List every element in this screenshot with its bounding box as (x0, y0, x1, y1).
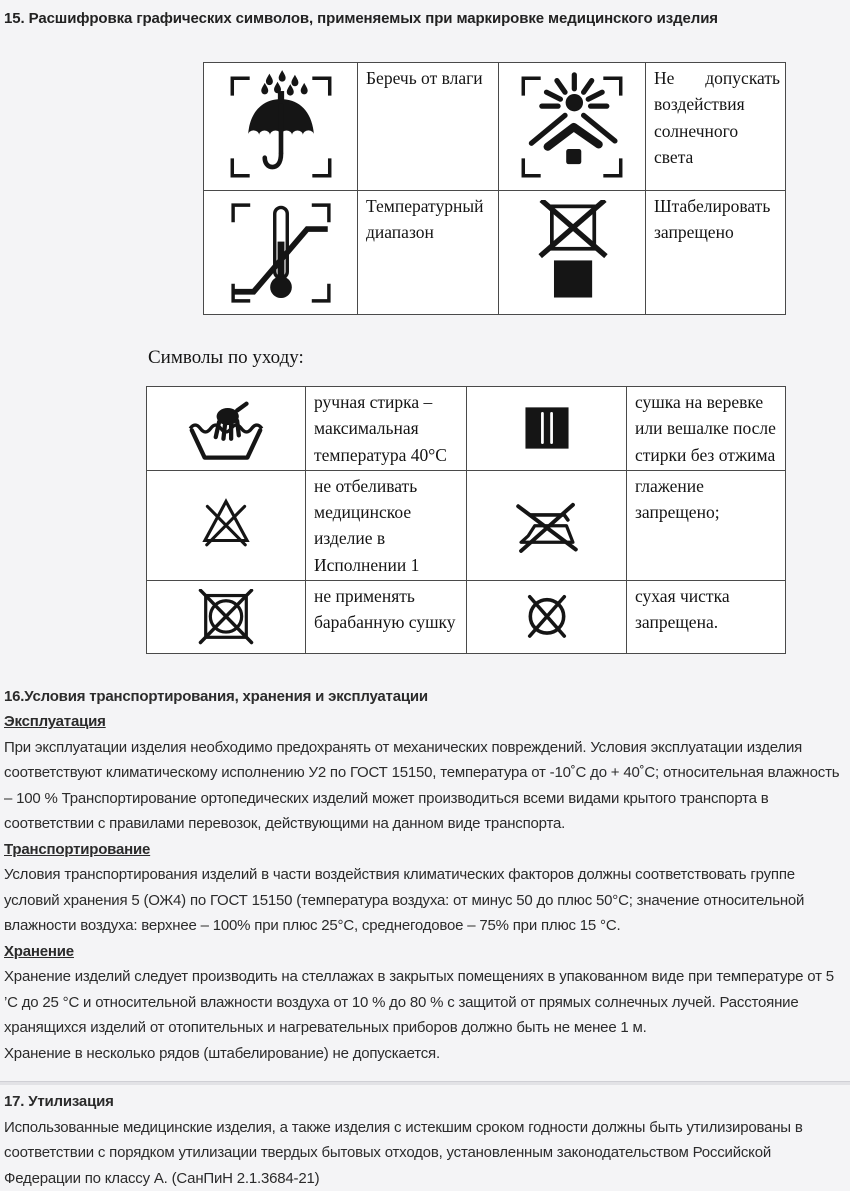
do-not-bleach-icon (195, 494, 257, 556)
symbol-cell (467, 387, 627, 471)
symbol-description: сушка на веревке или вешалке после стирки без отжима (627, 387, 786, 471)
page-bottom-divider (0, 1081, 850, 1085)
symbol-description: Не допускать воздействия солнечного света (646, 63, 786, 191)
symbol-description: не применять барабанную сушку (306, 580, 467, 653)
do-not-dry-clean-icon (517, 589, 577, 645)
exploitation-text: При эксплуатации изделия необходимо предохранять от механических повреждений. Условия эксплуатации изделия соответствуют климатическому исполнению У2 по ГОСТ 15150, температура от -10˚С до + 40˚С; относительная влажность – 100 % Транспортирование ортопедических изделий может производиться всеми видами крытого транспорта в соответствии с правилами перевозок, действующими на данном виде транспорта. (4, 738, 840, 833)
symbol-description: Штабелировать запрещено (646, 191, 786, 315)
exploitation-heading: Эксплуатация (4, 713, 106, 731)
marking-symbols-table (203, 62, 786, 315)
symbol-cell (147, 387, 306, 471)
care-symbols-caption: Символы по уходу: (148, 347, 304, 368)
keep-dry-icon (223, 69, 339, 185)
do-not-tumble-dry-icon (197, 589, 255, 645)
table-row (147, 580, 786, 653)
symbol-description: глажение запрещено; (627, 470, 786, 580)
symbol-description: Температурный диапазон (358, 191, 499, 315)
section-15-heading: 15. Расшифровка графических символов, применяемых при маркировке медицинского изделия (4, 10, 718, 27)
symbol-cell (499, 191, 646, 315)
section-16 (4, 684, 846, 1067)
do-not-stack-icon (519, 200, 625, 306)
storage-text: Хранение изделий следует производить на стеллажах в закрытых помещениях в упакованном виде при температуре от 5 ’С до 25 °С и относительной влажности воздуха от 10 % до 80 % с защитой от прямых солнечных лучей. Расстояние хранящихся изделий от отопительных и нагревательных приборов должно быть не менее 1 м. (4, 968, 834, 1037)
section-17-text: Использованные медицинские изделия, а также изделия с истекшим сроком годности должны быть утилизированы в соответствии с порядком утилизации твердых бытовых отходов, установленным законодательством Российской Федерации по классу А. (СанПиН 2.1.3684-21) (4, 1118, 803, 1187)
table-row (147, 387, 786, 471)
do-not-iron-icon (511, 496, 583, 554)
symbol-cell (499, 63, 646, 191)
keep-away-from-sunlight-icon (514, 69, 630, 185)
table-row (204, 191, 786, 315)
symbol-description: сухая чистка запрещена. (627, 580, 786, 653)
section-17 (4, 1089, 846, 1191)
symbol-cell (147, 470, 306, 580)
table-row (147, 470, 786, 580)
section-16-heading: 16.Условия транспортирования, хранения и эксплуатации (4, 687, 428, 705)
symbol-cell (467, 580, 627, 653)
symbol-cell (204, 63, 358, 191)
symbol-cell (204, 191, 358, 315)
storage-heading: Хранение (4, 942, 74, 960)
storage-note: Хранение в несколько рядов (штабелирование) не допускается. (4, 1044, 440, 1062)
transport-heading: Транспортирование (4, 840, 151, 858)
symbol-description: не отбеливать медицинское изделие в Исполнении 1 (306, 470, 467, 580)
section-17-heading: 17. Утилизация (4, 1093, 114, 1111)
hand-wash-icon (183, 396, 269, 461)
temperature-range-icon (224, 196, 338, 310)
symbol-description: ручная стирка – максимальная температура 40°С (306, 387, 467, 471)
symbol-cell (467, 470, 627, 580)
drip-dry-icon (524, 406, 570, 450)
table-row (204, 63, 786, 191)
transport-text: Условия транспортирования изделий в части воздействия климатических факторов должны соответствовать группе условий хранения 5 (ОЖ4) по ГОСТ 15150 (температура воздуха: от минус 50 до плюс 50°С; значение относительной влажности воздуха: верхнее – 100% при плюс 25°С, среднегодовое – 75% при плюс 15 °С. (4, 866, 805, 935)
symbol-description: Беречь от влаги (358, 63, 499, 191)
care-symbols-table (146, 386, 786, 654)
symbol-cell (147, 580, 306, 653)
